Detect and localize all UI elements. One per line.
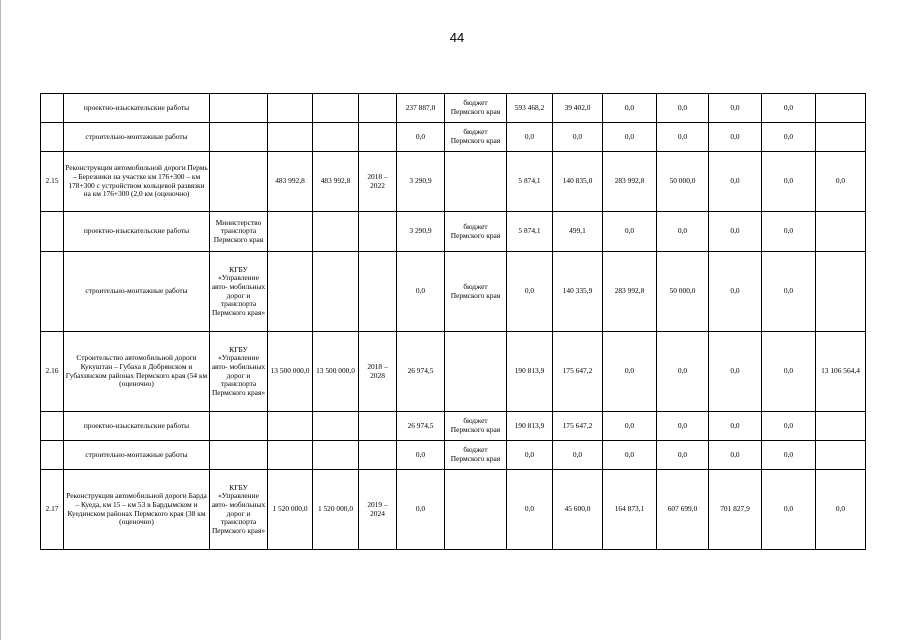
funding-source: бюджет Пермского края [445,212,507,252]
cell-c10: 499,1 [553,212,603,252]
work-name: строительно-монтажные работы [64,123,210,152]
work-name: Реконструкция автомобильной дороги Барда – Куеда, км 15 – км 53 в Бардымском и Куединском районах Пермского края (38 км (оценочно) [64,470,210,550]
cell-c11: 0,0 [603,212,657,252]
cell-c7: 0,0 [397,123,445,152]
cell-c11: 0,0 [603,412,657,441]
table-row [41,252,866,332]
cell-c9: 593 468,2 [507,94,553,123]
cell-c13: 0,0 [709,441,762,470]
table-row [41,441,866,470]
row-number [41,412,64,441]
cell-c14: 0,0 [762,412,816,441]
cell-period [359,412,397,441]
executor [210,94,268,123]
executor [210,441,268,470]
cell-c14: 0,0 [762,252,816,332]
cell-c10: 140 335,9 [553,252,603,332]
funding-source: бюджет Пермского края [445,412,507,441]
cell-c4 [268,441,313,470]
cell-c11: 0,0 [603,441,657,470]
cell-c10: 39 402,0 [553,94,603,123]
row-number [41,441,64,470]
cell-c12: 50 000,0 [657,252,709,332]
cell-c12: 0,0 [657,212,709,252]
cell-c13: 0,0 [709,123,762,152]
cell-period [359,123,397,152]
cell-c10: 175 647,2 [553,332,603,412]
cell-c11: 283 992,8 [603,152,657,212]
cell-c9: 5 874,1 [507,152,553,212]
cell-c7: 26 974,5 [397,332,445,412]
cell-c5 [313,94,359,123]
cell-c4: 1 520 000,0 [268,470,313,550]
cell-c13: 0,0 [709,152,762,212]
cell-c10: 45 600,0 [553,470,603,550]
row-number [41,212,64,252]
row-number [41,252,64,332]
cell-c11: 283 992,8 [603,252,657,332]
work-name: строительно-монтажные работы [64,441,210,470]
work-name: Реконструкция автомобильной дороги Пермь – Березники на участке км 176+300 – км 178+300 с устройством кольцевой развязки на км 176+300 (2,0 км (оценочно) [64,152,210,212]
cell-c15: 13 106 564,4 [816,332,866,412]
cell-c15 [816,94,866,123]
cell-c4: 483 992,8 [268,152,313,212]
cell-c5 [313,123,359,152]
funding-source: бюджет Пермского края [445,94,507,123]
executor: КГБУ «Управление авто- мобильных дорог и транспорта Пермского края» [210,470,268,550]
cell-c9: 0,0 [507,252,553,332]
cell-c5 [313,212,359,252]
cell-c9: 0,0 [507,441,553,470]
cell-c10: 0,0 [553,123,603,152]
cell-c5 [313,252,359,332]
cell-c9: 190 813,9 [507,332,553,412]
cell-period [359,212,397,252]
cell-c13: 0,0 [709,212,762,252]
cell-c12: 50 000,0 [657,152,709,212]
cell-c11: 164 873,1 [603,470,657,550]
cell-c4 [268,123,313,152]
cell-c11: 0,0 [603,332,657,412]
funding-source: бюджет Пермского края [445,252,507,332]
executor: Министерство транспорта Пермского края [210,212,268,252]
table-row [41,152,866,212]
cell-c14: 0,0 [762,94,816,123]
cell-c7: 0,0 [397,252,445,332]
cell-c13: 0,0 [709,332,762,412]
cell-c9: 5 874,1 [507,212,553,252]
cell-period [359,441,397,470]
cell-c4 [268,212,313,252]
cell-c7: 0,0 [397,470,445,550]
cell-c7: 237 887,0 [397,94,445,123]
funding-source [445,332,507,412]
executor [210,123,268,152]
cell-c10: 0,0 [553,441,603,470]
cell-c12: 0,0 [657,123,709,152]
cell-c15 [816,252,866,332]
cell-c14: 0,0 [762,441,816,470]
cell-c5 [313,441,359,470]
cell-c10: 175 647,2 [553,412,603,441]
cell-c7: 0,0 [397,441,445,470]
cell-c13: 701 827,9 [709,470,762,550]
funding-source [445,470,507,550]
cell-c13: 0,0 [709,412,762,441]
cell-c14: 0,0 [762,212,816,252]
cell-c15 [816,441,866,470]
cell-c14: 0,0 [762,332,816,412]
cell-c9: 190 813,9 [507,412,553,441]
cell-c13: 0,0 [709,94,762,123]
cell-c11: 0,0 [603,94,657,123]
cell-c14: 0,0 [762,470,816,550]
funding-source: бюджет Пермского края [445,123,507,152]
row-number [41,94,64,123]
cell-c14: 0,0 [762,152,816,212]
table-row [41,94,866,123]
cell-c7: 26 974,5 [397,412,445,441]
cell-c7: 3 290,9 [397,212,445,252]
work-name: проектно-изыскательские работы [64,212,210,252]
cell-c12: 607 699,0 [657,470,709,550]
cell-c15 [816,412,866,441]
executor: КГБУ «Управление авто- мобильных дорог и транспорта Пермского края» [210,332,268,412]
cell-c12: 0,0 [657,332,709,412]
cell-c15 [816,212,866,252]
cell-c15: 0,0 [816,152,866,212]
cell-period: 2018 – 2022 [359,152,397,212]
budget-table [40,93,866,550]
page-number: 44 [449,30,465,45]
table-row [41,332,866,412]
table-row [41,470,866,550]
funding-source [445,152,507,212]
table-row [41,412,866,441]
cell-c5: 1 520 000,0 [313,470,359,550]
cell-c7: 3 290,9 [397,152,445,212]
cell-c4: 13 500 000,0 [268,332,313,412]
funding-source: бюджет Пермского края [445,441,507,470]
cell-c12: 0,0 [657,94,709,123]
cell-c12: 0,0 [657,441,709,470]
cell-c14: 0,0 [762,123,816,152]
cell-c10: 140 835,0 [553,152,603,212]
cell-period [359,94,397,123]
executor [210,152,268,212]
cell-c12: 0,0 [657,412,709,441]
cell-period: 2018 – 2028 [359,332,397,412]
cell-c4 [268,94,313,123]
cell-period [359,252,397,332]
work-name: Строительство автомобильной дороги Кукуштан – Губаха в Добрянском и Губахинском районах Пермского края (54 км (оценочно) [64,332,210,412]
cell-c5: 13 500 000,0 [313,332,359,412]
cell-c5 [313,412,359,441]
cell-c13: 0,0 [709,252,762,332]
executor [210,412,268,441]
cell-c5: 483 992,8 [313,152,359,212]
work-name: строительно-монтажные работы [64,252,210,332]
cell-period: 2019 – 2024 [359,470,397,550]
table-row [41,123,866,152]
cell-c15: 0,0 [816,470,866,550]
page-edge [0,0,1,640]
cell-c4 [268,412,313,441]
row-number [41,123,64,152]
work-name: проектно-изыскательские работы [64,412,210,441]
cell-c4 [268,252,313,332]
cell-c9: 0,0 [507,123,553,152]
row-number: 2.16 [41,332,64,412]
row-number: 2.15 [41,152,64,212]
cell-c15 [816,123,866,152]
cell-c9: 0,0 [507,470,553,550]
table-row [41,212,866,252]
row-number: 2.17 [41,470,64,550]
work-name: проектно-изыскательские работы [64,94,210,123]
cell-c11: 0,0 [603,123,657,152]
executor: КГБУ «Управление авто- мобильных дорог и транспорта Пермского края» [210,252,268,332]
